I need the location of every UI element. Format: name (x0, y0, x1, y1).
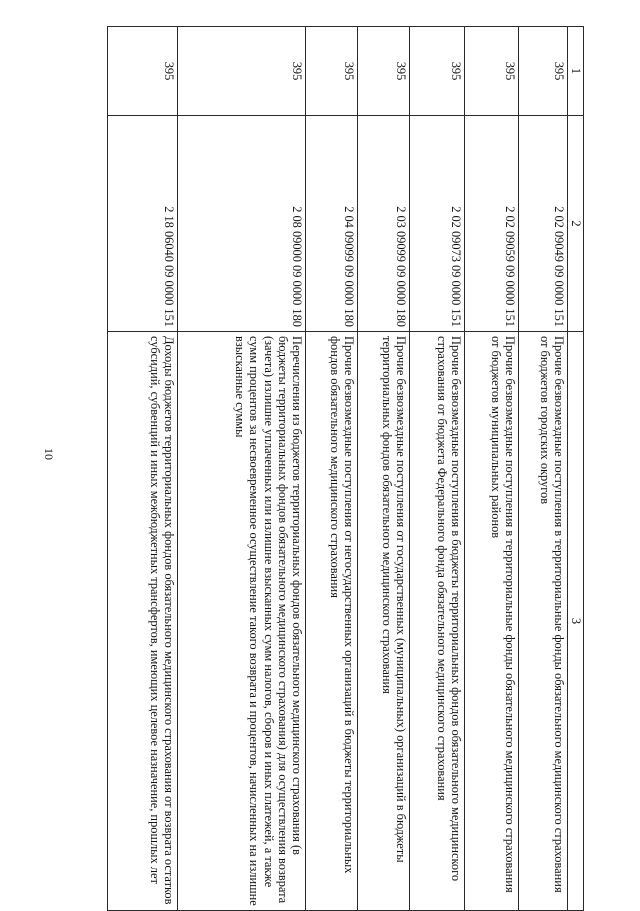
description-cell: Прочие безвозмездные поступления в территориальные фонды обязательного медицинского страхования от бюджетов городских округов (519, 332, 568, 911)
admin-code-cell: 395 (178, 27, 306, 116)
table-row (410, 27, 465, 911)
admin-code-cell: 395 (306, 27, 358, 116)
description-cell: Прочие безвозмездные поступления в территориальные фонды обязательного медицинского страхования от бюджетов муниципальных районов (465, 332, 519, 911)
budget-code-cell: 2 02 09073 09 0000 151 (410, 116, 465, 332)
table-row (108, 27, 178, 911)
budget-code-cell: 2 08 09000 09 0000 180 (178, 116, 306, 332)
admin-code-cell: 395 (358, 27, 410, 116)
budget-code-cell: 2 02 09059 09 0000 151 (465, 116, 519, 332)
budget-code-cell: 2 02 09049 09 0000 151 (519, 116, 568, 332)
table-row (178, 27, 306, 911)
description-cell: Прочие безвозмездные поступления от государственных (муниципальных) организаций в бюджеты территориальных фондов обязательного медицинского страхования (358, 332, 410, 911)
header-col-3: 3 (568, 332, 584, 911)
budget-code-cell: 2 18 06040 09 0000 151 (108, 116, 178, 332)
budget-code-cell: 2 04 09099 09 0000 180 (306, 116, 358, 332)
budget-code-cell: 2 03 09099 09 0000 180 (358, 116, 410, 332)
table-row (519, 27, 568, 911)
admin-code-cell: 395 (465, 27, 519, 116)
table-row (465, 27, 519, 911)
table-row (306, 27, 358, 911)
admin-code-cell: 395 (410, 27, 465, 116)
header-col-2: 2 (568, 116, 584, 332)
description-cell: Доходы бюджетов территориальных фондов обязательного медицинского страхования от возврата остатков субсидий, субвенций и иных межбюджетных трансфертов, имеющих целевое назначение, прошлых лет (108, 332, 178, 911)
description-cell: Прочие безвозмездные поступления в бюджеты территориальных фондов обязательного медицинского страхования от бюджета Федерального фонда обязательного медицинского страхования (410, 332, 465, 911)
table-row (358, 27, 410, 911)
admin-code-cell: 395 (519, 27, 568, 116)
description-cell: Прочие безвозмездные поступления от негосударственных организаций в бюджеты территориальных фондов обязательного медицинского страхования (306, 332, 358, 911)
income-codes-table (107, 26, 584, 911)
table-header-row (568, 27, 584, 911)
admin-code-cell: 395 (108, 27, 178, 116)
header-col-1: 1 (568, 27, 584, 116)
description-cell: Перечисления из бюджетов территориальных фондов обязательного медицинского страхования (в бюджеты территориальных фондов обязательного медицинского страхования) для осуществления возврата (зачета) излишне уплаченных или излишне взысканных сумм налогов, сборов и иных платежей, а также сумм процентов за несвоевременное осуществление такого возврата и процентов, начисленных на излишне взысканные суммы (178, 332, 306, 911)
page-number: 10 (42, 448, 56, 460)
rotated-table-container (72, 26, 584, 906)
